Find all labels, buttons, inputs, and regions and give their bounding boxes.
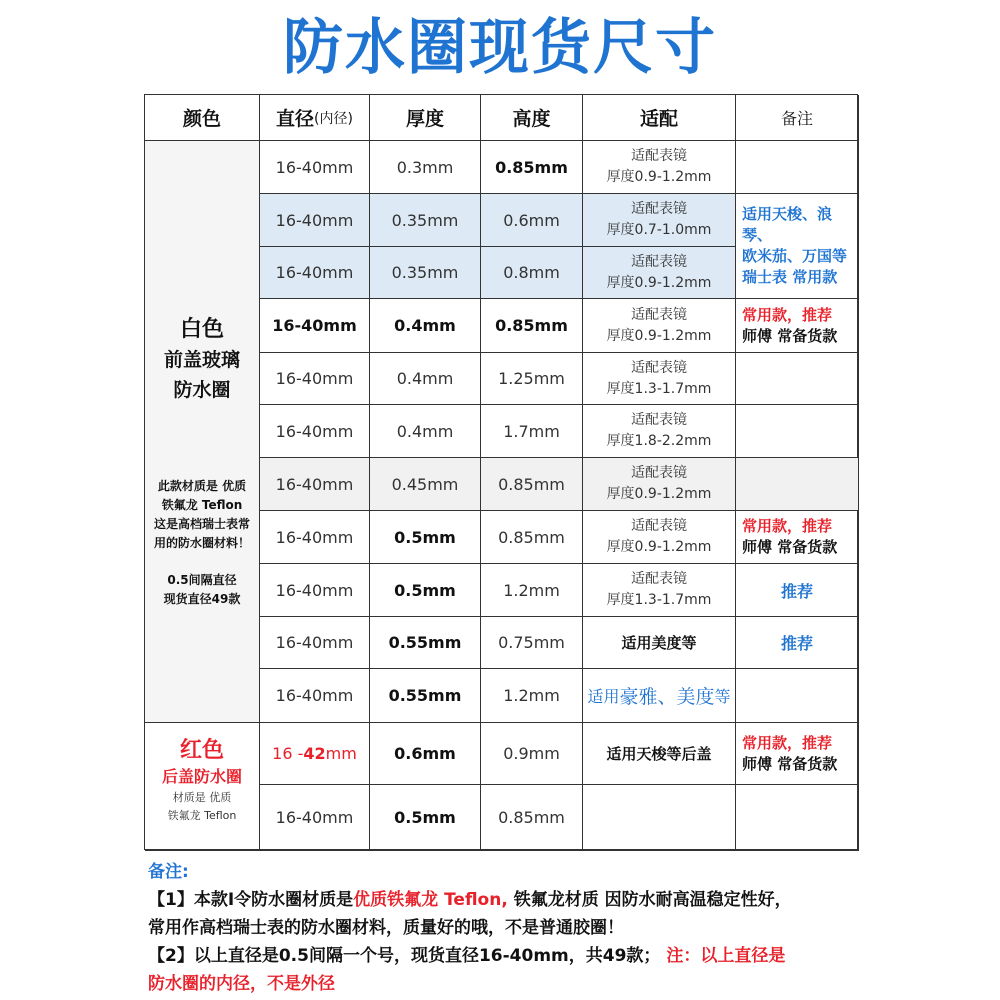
- table-cell-diameter: 16-40mm: [260, 194, 370, 247]
- table-cell-thickness: 0.5mm: [370, 511, 481, 564]
- table-cell-height: 0.85mm: [481, 141, 583, 194]
- footer-line3-b: 注：以上直径是: [660, 946, 786, 966]
- table-cell-thickness: 0.4mm: [370, 353, 481, 405]
- table-cell-diameter: 16-40mm: [260, 617, 370, 669]
- fit-line2: 厚度0.9-1.2mm: [606, 169, 712, 185]
- table-cell-height: 1.2mm: [481, 564, 583, 617]
- table-cell-height: 0.85mm: [481, 458, 583, 511]
- remark-line1: 常用款，推荐: [742, 733, 833, 752]
- white-group-line3: 防水圈: [173, 379, 231, 401]
- table-cell-thickness: 0.6mm: [370, 723, 481, 785]
- table-cell-height: 0.75mm: [481, 617, 583, 669]
- header-diameter: [260, 95, 370, 141]
- remark-line3: 瑞士表 常用款: [742, 268, 838, 286]
- table-cell-fit: [583, 785, 736, 851]
- table-cell-remark: [736, 299, 859, 353]
- white-group-desc1: 此款材质是 优质: [157, 479, 247, 493]
- table-cell-height: 1.25mm: [481, 353, 583, 405]
- table-cell-diameter: 16-40mm: [260, 785, 370, 851]
- table-cell-thickness: 0.35mm: [370, 194, 481, 247]
- table-cell-diameter: 16-40mm: [260, 511, 370, 564]
- table-cell-height: 0.9mm: [481, 723, 583, 785]
- white-group-desc4: 用的防水圈材料！: [153, 536, 250, 550]
- table-cell-fit: [583, 405, 736, 458]
- footer-line1-b: 优质铁氟龙 Teflon,: [353, 890, 508, 910]
- table-cell-remark: [736, 669, 859, 723]
- white-group-desc5: 0.5间隔直径: [167, 573, 237, 587]
- table-cell-thickness: 0.5mm: [370, 785, 481, 851]
- white-group-desc3: 这是高档瑞士表常: [153, 517, 250, 531]
- header-fit: 适配: [583, 95, 736, 141]
- table-cell-fit: [583, 194, 736, 247]
- red-group-desc1: 材质是 优质: [172, 791, 232, 804]
- table-cell-remark: [736, 405, 859, 458]
- white-group-desc6: 现货直径49款: [163, 592, 241, 606]
- white-group-title: 白色: [179, 317, 224, 342]
- table-cell-remark: [736, 353, 859, 405]
- table-cell-height: 1.7mm: [481, 405, 583, 458]
- table-cell-remark: [736, 785, 859, 851]
- table-cell-thickness: 0.3mm: [370, 141, 481, 194]
- footer-line1: [148, 886, 858, 914]
- table-cell-fit: [583, 669, 736, 723]
- table-cell-remark: [736, 141, 859, 194]
- table-cell-fit: [583, 299, 736, 353]
- fit-line1: 适配表镜: [631, 306, 687, 323]
- fit-line2: 厚度1.3-1.7mm: [606, 592, 712, 608]
- table-cell-remark: [736, 511, 859, 564]
- fit-line2: 厚度1.3-1.7mm: [606, 380, 712, 397]
- table-cell-thickness: 0.55mm: [370, 669, 481, 723]
- diameter-part-b: 42: [303, 744, 326, 763]
- fit-suffix: 等: [714, 687, 731, 706]
- table-cell-diameter: 16-40mm: [260, 669, 370, 723]
- size-table: [144, 94, 858, 850]
- diameter-part-c: mm: [325, 744, 357, 763]
- header-color: 颜色: [145, 95, 260, 141]
- page-title: 防水圈现货尺寸: [283, 13, 717, 83]
- table-cell-thickness: 0.55mm: [370, 617, 481, 669]
- table-cell-height: 0.85mm: [481, 785, 583, 851]
- table-cell-fit: [583, 141, 736, 194]
- footer-label: 备注:: [148, 862, 189, 882]
- table-cell-fit: [583, 353, 736, 405]
- fit-line1: 适配表镜: [631, 571, 687, 587]
- remark-line2: 师傅 常备货款: [742, 326, 838, 345]
- white-group-line2: 前盖玻璃: [163, 349, 240, 371]
- table-cell-diameter: [260, 723, 370, 785]
- table-cell-thickness: 0.4mm: [370, 405, 481, 458]
- fit-line2: 厚度0.9-1.2mm: [606, 486, 712, 502]
- table-cell-remark: [736, 723, 859, 785]
- table-cell-remark-merged: [736, 194, 859, 299]
- table-cell-remark: [736, 458, 859, 511]
- white-group-cell: [145, 141, 260, 723]
- red-group-cell: [145, 723, 260, 851]
- table-cell-diameter: 16-40mm: [260, 353, 370, 405]
- fit-line2: 厚度0.9-1.2mm: [606, 327, 712, 344]
- fit-line1: 适配表镜: [631, 465, 687, 481]
- table-cell-diameter: 16-40mm: [260, 458, 370, 511]
- fit-brands: 豪雅、美度: [619, 686, 715, 708]
- fit-line1: 适配表镜: [631, 359, 687, 376]
- table-cell-diameter: 16-40mm: [260, 564, 370, 617]
- footer-line3-a: 【2】以上直径是0.5间隔一个号，现货直径16-40mm，共49款；: [148, 946, 661, 966]
- table-cell-remark: 推荐: [736, 617, 859, 669]
- header-diameter-note: (内径): [314, 110, 353, 127]
- table-cell-height: 0.6mm: [481, 194, 583, 247]
- table-cell-height: 0.85mm: [481, 299, 583, 353]
- header-thickness: 厚度: [370, 95, 481, 141]
- footer-line4: 防水圈的内径，不是外径: [148, 974, 335, 994]
- fit-line1: 适配表镜: [631, 201, 687, 217]
- table-cell-fit: 适用美度等: [583, 617, 736, 669]
- table-cell-height: 1.2mm: [481, 669, 583, 723]
- table-cell-fit: [583, 247, 736, 299]
- fit-line2: 厚度0.9-1.2mm: [606, 274, 712, 291]
- header-height: 高度: [481, 95, 583, 141]
- diameter-part-a: 16 -: [272, 744, 304, 763]
- remark-line1: 常用款，推荐: [742, 517, 833, 535]
- fit-line1: 适配表镜: [631, 253, 687, 270]
- table-cell-diameter: 16-40mm: [260, 299, 370, 353]
- white-group-desc2: 铁氟龙 Teflon: [161, 498, 243, 512]
- header-remark: 备注: [736, 95, 859, 141]
- fit-line1: 适配表镜: [631, 518, 687, 534]
- footer-line1-a: 【1】本款I令防水圈材质是: [148, 890, 354, 910]
- table-cell-thickness: 0.4mm: [370, 299, 481, 353]
- footer-line3: [148, 942, 858, 970]
- remark-line2: 师傅 常备货款: [742, 538, 838, 556]
- fit-line1: 适配表镜: [631, 412, 687, 428]
- footer-line2: 常用作高档瑞士表的防水圈材料，质量好的哦，不是普通胶圈！: [148, 918, 624, 938]
- fit-prefix: 适用: [587, 687, 620, 706]
- table-cell-fit: 适用天梭等后盖: [583, 723, 736, 785]
- table-cell-height: 0.85mm: [481, 511, 583, 564]
- table-cell-height: 0.8mm: [481, 247, 583, 299]
- fit-line2: 厚度1.8-2.2mm: [606, 433, 712, 449]
- remark-line1: 适用天梭、浪琴、: [742, 205, 833, 244]
- remark-line1: 常用款，推荐: [742, 305, 833, 324]
- table-cell-fit: [583, 511, 736, 564]
- header-diameter-label: 直径: [276, 108, 315, 130]
- remark-line2: 欧米茄、万国等: [742, 247, 848, 265]
- table-cell-fit: [583, 458, 736, 511]
- table-cell-remark: 推荐: [736, 564, 859, 617]
- footer-line1-c: 铁氟龙材质 因防水耐高温稳定性好，: [507, 890, 792, 910]
- fit-line1: 适配表镜: [631, 148, 687, 164]
- table-cell-diameter: 16-40mm: [260, 405, 370, 458]
- red-group-desc2: 铁氟龙 Teflon: [167, 809, 237, 822]
- fit-line2: 厚度0.7-1.0mm: [606, 222, 712, 238]
- table-cell-fit: [583, 564, 736, 617]
- table-cell-thickness: 0.45mm: [370, 458, 481, 511]
- remark-line2: 师傅 常备货款: [742, 754, 838, 773]
- table-cell-diameter: 16-40mm: [260, 141, 370, 194]
- table-cell-thickness: 0.5mm: [370, 564, 481, 617]
- table-cell-diameter: 16-40mm: [260, 247, 370, 299]
- footer-notes: [148, 858, 858, 998]
- red-group-line2: 后盖防水圈: [161, 767, 242, 786]
- table-cell-thickness: 0.35mm: [370, 247, 481, 299]
- fit-line2: 厚度0.9-1.2mm: [606, 539, 712, 555]
- red-group-title: 红色: [179, 738, 224, 763]
